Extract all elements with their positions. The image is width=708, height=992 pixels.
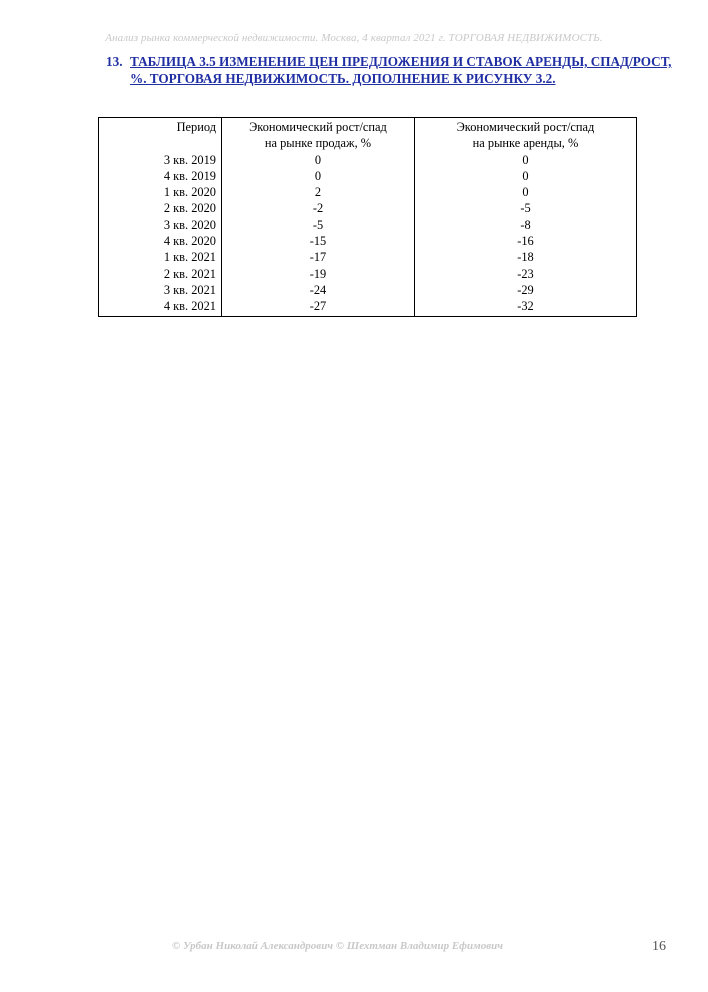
table-row xyxy=(99,200,637,216)
table-row xyxy=(99,266,637,282)
cell-sales: -24 xyxy=(222,282,415,298)
table-row xyxy=(99,168,637,184)
cell-rent: -8 xyxy=(415,217,637,233)
cell-period: 1 кв. 2020 xyxy=(99,184,222,200)
cell-rent: 0 xyxy=(415,168,637,184)
cell-sales: -17 xyxy=(222,249,415,265)
table-row xyxy=(99,184,637,200)
cell-period: 1 кв. 2021 xyxy=(99,249,222,265)
cell-sales: -19 xyxy=(222,266,415,282)
cell-rent: -23 xyxy=(415,266,637,282)
header-sales xyxy=(222,118,415,152)
cell-sales: -2 xyxy=(222,200,415,216)
page-number: 16 xyxy=(652,939,666,954)
heading-link[interactable]: ТАБЛИЦА 3.5 ИЗМЕНЕНИЕ ЦЕН ПРЕДЛОЖЕНИЯ И СТАВОК АРЕНДЫ, СПАД/РОСТ, %. ТОРГОВАЯ НЕДВИЖИМОСТЬ. ДОПОЛНЕНИЕ К РИСУНКУ 3.2. xyxy=(130,54,672,86)
cell-period: 4 кв. 2021 xyxy=(99,298,222,316)
header-rent-line1: Экономический рост/спад xyxy=(456,120,595,134)
cell-rent: -29 xyxy=(415,282,637,298)
cell-rent: 0 xyxy=(415,184,637,200)
cell-rent: -16 xyxy=(415,233,637,249)
cell-period: 3 кв. 2019 xyxy=(99,152,222,168)
table-row xyxy=(99,152,637,168)
price-change-table xyxy=(98,117,637,317)
table-row xyxy=(99,282,637,298)
cell-sales: -5 xyxy=(222,217,415,233)
cell-period: 3 кв. 2020 xyxy=(99,217,222,233)
cell-sales: -27 xyxy=(222,298,415,316)
cell-sales: 2 xyxy=(222,184,415,200)
cell-period: 2 кв. 2021 xyxy=(99,266,222,282)
page-running-title: Анализ рынка коммерческой недвижимости. Москва, 4 квартал 2021 г. ТОРГОВАЯ НЕДВИЖИМОСТЬ. xyxy=(105,32,603,44)
table-row xyxy=(99,249,637,265)
header-sales-line2: на рынке продаж, % xyxy=(264,136,372,151)
table-row xyxy=(99,217,637,233)
cell-sales: -15 xyxy=(222,233,415,249)
cell-rent: -18 xyxy=(415,249,637,265)
header-period: Период xyxy=(99,118,222,152)
cell-rent: 0 xyxy=(415,152,637,168)
cell-rent: -32 xyxy=(415,298,637,316)
table-header-row xyxy=(99,118,637,152)
cell-period: 4 кв. 2019 xyxy=(99,168,222,184)
cell-period: 4 кв. 2020 xyxy=(99,233,222,249)
header-sales-line1: Экономический рост/спад xyxy=(249,120,387,134)
cell-sales: 0 xyxy=(222,152,415,168)
footer-authors: © Урбан Николай Александрович © Шехтман Владимир Ефимович xyxy=(172,940,504,952)
table-row xyxy=(99,298,637,316)
cell-sales: 0 xyxy=(222,168,415,184)
cell-period: 3 кв. 2021 xyxy=(99,282,222,298)
cell-period: 2 кв. 2020 xyxy=(99,200,222,216)
section-heading xyxy=(106,54,676,87)
header-rent-line2: на рынке аренды, % xyxy=(472,136,579,151)
cell-rent: -5 xyxy=(415,200,637,216)
header-rent xyxy=(415,118,637,152)
heading-number: 13. xyxy=(106,54,123,69)
table-row xyxy=(99,233,637,249)
